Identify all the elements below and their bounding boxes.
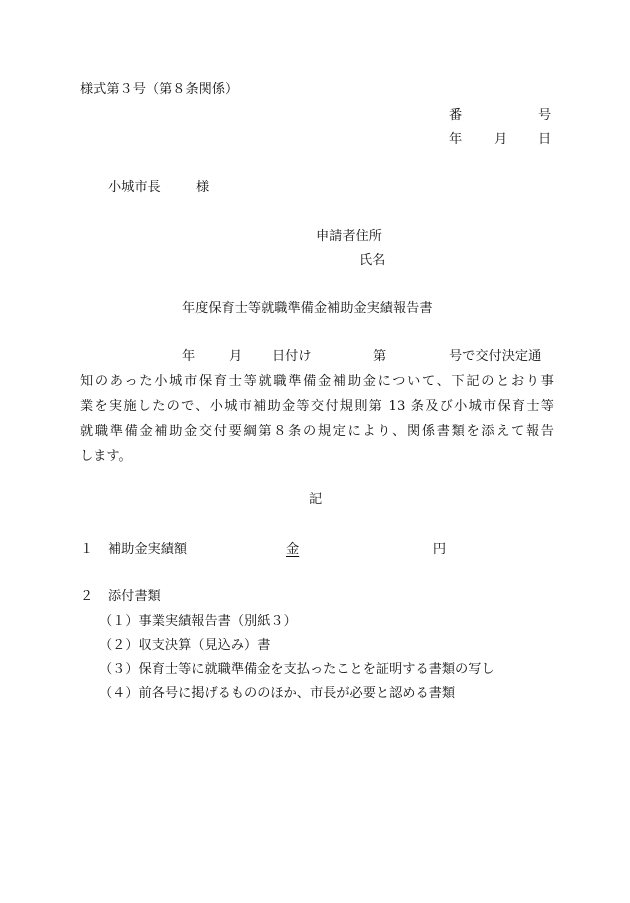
applicant-name-label: 氏名 — [359, 253, 386, 268]
intro-line-5: します。 — [80, 449, 132, 464]
form-number: 様式第３号（第８条関係） — [80, 82, 239, 97]
document-number-suffix: 号 — [538, 108, 552, 123]
intro-paragraph — [80, 374, 554, 474]
applicant-address-label: 申請者住所 — [316, 229, 382, 244]
intro-line1-tail: 号で交付決定通 — [449, 349, 542, 364]
ki-heading: 記 — [309, 492, 323, 507]
intro-line-4: 就職準備金補助金交付要綱第８条の規定により、関係書類を添えて報告 — [80, 424, 554, 439]
intro-dated: 日付け — [272, 349, 312, 364]
intro-line-3: 業を実施したので、小城市補助金等交付規則第 13 条及び小城市保育士等 — [80, 399, 554, 414]
intro-line-2: 知のあった小城市保育士等就職準備金補助金について、下記のとおり事 — [80, 374, 554, 389]
date-year-label: 年 — [449, 132, 463, 147]
addressee-honorific: 様 — [196, 180, 210, 195]
intro-dai: 第 — [373, 349, 387, 364]
document-item-2: （２）収支決算（見込み）書 — [99, 638, 271, 653]
item1-number: １ — [80, 542, 94, 557]
amount-suffix: 円 — [432, 542, 446, 557]
document-number-label: 番 — [449, 108, 463, 123]
document-item-1: （１）事業実績報告書（別紙３） — [99, 614, 297, 629]
document-item-3: （３）保育士等に就職準備金を支払ったことを証明する書類の写し — [99, 662, 495, 677]
item1-label: 補助金実績額 — [108, 542, 188, 557]
date-day-label: 日 — [538, 132, 552, 147]
date-month-label: 月 — [494, 132, 508, 147]
item2-label: 添付書類 — [108, 589, 161, 604]
intro-year: 年 — [182, 349, 196, 364]
intro-month: 月 — [229, 349, 243, 364]
item1-amount — [286, 542, 446, 558]
report-title: 年度保育士等就職準備金補助金実績報告書 — [182, 301, 433, 316]
item2-number: ２ — [80, 589, 94, 604]
amount-prefix: 金 — [286, 542, 300, 557]
addressee-name: 小城市長 — [108, 180, 161, 195]
document-item-4: （４）前各号に掲げるもののほか、市長が必要と認める書類 — [99, 686, 456, 701]
